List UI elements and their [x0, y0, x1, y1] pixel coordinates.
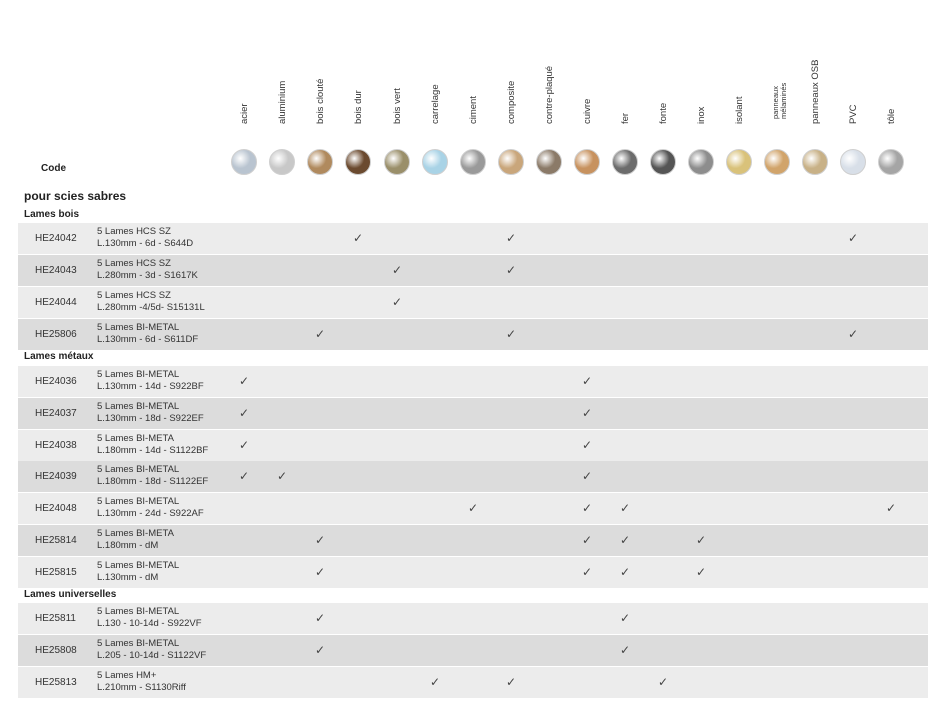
table-row	[18, 461, 928, 492]
product-code: HE25813	[35, 677, 77, 688]
description-line-1: 5 Lames BI-METAL	[97, 606, 180, 617]
description-line-2: L.130mm - 24d - S922AF	[97, 508, 204, 519]
table-row	[18, 493, 928, 524]
product-code: HE24036	[35, 376, 77, 387]
product-code: HE25806	[35, 329, 77, 340]
material-label: ciment	[468, 96, 479, 124]
checkmark-icon: ✓	[581, 469, 593, 483]
product-description	[97, 496, 204, 520]
group-title: Lames bois	[24, 209, 80, 220]
material-label: bois clouté	[315, 78, 326, 124]
product-description	[97, 226, 193, 250]
checkmark-icon: ✓	[885, 501, 897, 515]
description-line-2: L.130mm - 18d - S922EF	[97, 413, 204, 424]
description-line-2: L.130 - 10-14d - S922VF	[97, 618, 202, 629]
product-code: HE24044	[35, 297, 77, 308]
material-label: fer	[620, 112, 631, 124]
table-row	[18, 557, 928, 588]
melamine-icon	[764, 149, 790, 175]
checkmark-icon: ✓	[314, 533, 326, 547]
aluminium-icon	[269, 149, 295, 175]
group-title: Lames universelles	[24, 589, 117, 600]
description-line-1: 5 Lames HCS SZ	[97, 290, 171, 301]
material-label: panneaux mélaminés	[771, 82, 788, 119]
product-code: HE25808	[35, 645, 77, 656]
product-code: HE24042	[35, 233, 77, 244]
description-line-2: L.130mm - 6d - S611DF	[97, 334, 199, 345]
product-code: HE25815	[35, 567, 77, 578]
product-description	[97, 560, 179, 584]
checkmark-icon: ✓	[429, 675, 441, 689]
material-label: carrelage	[430, 84, 441, 124]
product-code: HE25814	[35, 535, 77, 546]
checkmark-icon: ✓	[619, 643, 631, 657]
material-label: bois vert	[392, 88, 403, 124]
description-line-1: 5 Lames BI-METAL	[97, 401, 180, 412]
checkmark-icon: ✓	[619, 501, 631, 515]
table-row	[18, 430, 928, 461]
insulation-icon	[726, 149, 752, 175]
checkmark-icon: ✓	[657, 675, 669, 689]
description-line-2: L.130mm - dM	[97, 572, 159, 583]
description-line-2: L.205 - 10-14d - S1122VF	[97, 650, 207, 661]
pvc-icon	[840, 149, 866, 175]
checkmark-icon: ✓	[847, 327, 859, 341]
steel-icon	[231, 149, 257, 175]
checkmark-icon: ✓	[238, 469, 250, 483]
product-code: HE25811	[35, 613, 76, 624]
material-label: fonte	[658, 102, 669, 124]
checkmark-icon: ✓	[505, 327, 517, 341]
material-label: isolant	[734, 96, 745, 124]
checkmark-icon: ✓	[467, 501, 479, 515]
cement-icon	[460, 149, 486, 175]
checkmark-icon: ✓	[581, 501, 593, 515]
product-code: HE24037	[35, 408, 77, 419]
osb-icon	[802, 149, 828, 175]
checkmark-icon: ✓	[314, 327, 326, 341]
checkmark-icon: ✓	[695, 565, 707, 579]
checkmark-icon: ✓	[505, 263, 517, 277]
description-line-2: L.130mm - 14d - S922BF	[97, 381, 204, 392]
table-row	[18, 366, 928, 397]
checkmark-icon: ✓	[391, 263, 403, 277]
checkmark-icon: ✓	[505, 675, 517, 689]
table-row	[18, 287, 928, 318]
checkmark-icon: ✓	[314, 565, 326, 579]
material-label: bois dur	[353, 90, 364, 124]
description-line-2: L.180mm - dM	[97, 540, 159, 551]
section-title: pour scies sabres	[24, 189, 127, 203]
product-description	[97, 638, 206, 662]
hardwood-icon	[345, 149, 371, 175]
table-row	[18, 635, 928, 666]
copper-icon	[574, 149, 600, 175]
product-code: HE24048	[35, 503, 77, 514]
product-code: HE24043	[35, 265, 77, 276]
composite-icon	[498, 149, 524, 175]
product-description	[97, 528, 174, 552]
checkmark-icon: ✓	[619, 611, 631, 625]
table-row	[18, 398, 928, 429]
material-label: panneaux OSB	[810, 59, 821, 124]
material-label: cuivre	[582, 98, 593, 124]
product-description	[97, 322, 198, 346]
table-row	[18, 667, 928, 698]
description-line-1: 5 Lames BI-META	[97, 433, 174, 444]
checkmark-icon: ✓	[352, 231, 364, 245]
checkmark-icon: ✓	[581, 565, 593, 579]
description-line-2: L.210mm - S1130Riff	[97, 682, 186, 693]
checkmark-icon: ✓	[314, 643, 326, 657]
description-line-1: 5 Lames HCS SZ	[97, 258, 171, 269]
table-row	[18, 223, 928, 254]
checkmark-icon: ✓	[619, 565, 631, 579]
checkmark-icon: ✓	[505, 231, 517, 245]
checkmark-icon: ✓	[581, 533, 593, 547]
description-line-2: L.280mm -4/5d- S15131L	[97, 302, 205, 313]
description-line-2: L.180mm - 18d - S1122EF	[97, 476, 209, 487]
product-description	[97, 606, 202, 630]
table-row	[18, 255, 928, 286]
checkmark-icon: ✓	[847, 231, 859, 245]
checkmark-icon: ✓	[619, 533, 631, 547]
sheet-metal-icon	[878, 149, 904, 175]
checkmark-icon: ✓	[581, 374, 593, 388]
tile-icon	[422, 149, 448, 175]
green-wood-icon	[384, 149, 410, 175]
product-description	[97, 258, 198, 282]
code-column-header: Code	[41, 163, 66, 174]
description-line-1: 5 Lames HCS SZ	[97, 226, 171, 237]
product-code: HE24039	[35, 471, 77, 482]
material-label: aluminium	[277, 80, 288, 124]
description-line-1: 5 Lames BI-METAL	[97, 560, 180, 571]
checkmark-icon: ✓	[314, 611, 326, 625]
checkmark-icon: ✓	[238, 406, 250, 420]
table-row	[18, 603, 928, 634]
description-line-1: 5 Lames BI-META	[97, 528, 174, 539]
material-label: acier	[239, 103, 250, 124]
checkmark-icon: ✓	[238, 438, 250, 452]
checkmark-icon: ✓	[391, 295, 403, 309]
plywood-icon	[536, 149, 562, 175]
description-line-2: L.280mm - 3d - S1617K	[97, 270, 198, 281]
description-line-1: 5 Lames HM+	[97, 670, 157, 681]
product-description	[97, 401, 204, 425]
product-description	[97, 670, 186, 694]
product-description	[97, 433, 208, 457]
table-row	[18, 319, 928, 350]
product-code: HE24038	[35, 440, 77, 451]
checkmark-icon: ✓	[581, 438, 593, 452]
material-label: contre-plaqué	[544, 65, 555, 124]
stainless-icon	[688, 149, 714, 175]
checkmark-icon: ✓	[238, 374, 250, 388]
iron-icon	[612, 149, 638, 175]
description-line-1: 5 Lames BI-METAL	[97, 638, 180, 649]
material-label: inox	[696, 106, 707, 124]
description-line-1: 5 Lames BI-METAL	[97, 496, 180, 507]
checkmark-icon: ✓	[695, 533, 707, 547]
product-description	[97, 464, 208, 488]
material-label: composite	[506, 80, 517, 124]
nailed-wood-icon	[307, 149, 333, 175]
description-line-1: 5 Lames BI-METAL	[97, 369, 180, 380]
product-description	[97, 369, 204, 393]
description-line-2: L.180mm - 14d - S1122BF	[97, 445, 209, 456]
material-label: tôle	[886, 108, 897, 124]
cast-iron-icon	[650, 149, 676, 175]
description-line-1: 5 Lames BI-METAL	[97, 464, 180, 475]
description-line-2: L.130mm - 6d - S644D	[97, 238, 194, 249]
product-description	[97, 290, 205, 314]
table-row	[18, 525, 928, 556]
checkmark-icon: ✓	[276, 469, 288, 483]
group-title: Lames métaux	[24, 351, 94, 362]
checkmark-icon: ✓	[581, 406, 593, 420]
description-line-1: 5 Lames BI-METAL	[97, 322, 180, 333]
material-label: PVC	[848, 104, 859, 124]
